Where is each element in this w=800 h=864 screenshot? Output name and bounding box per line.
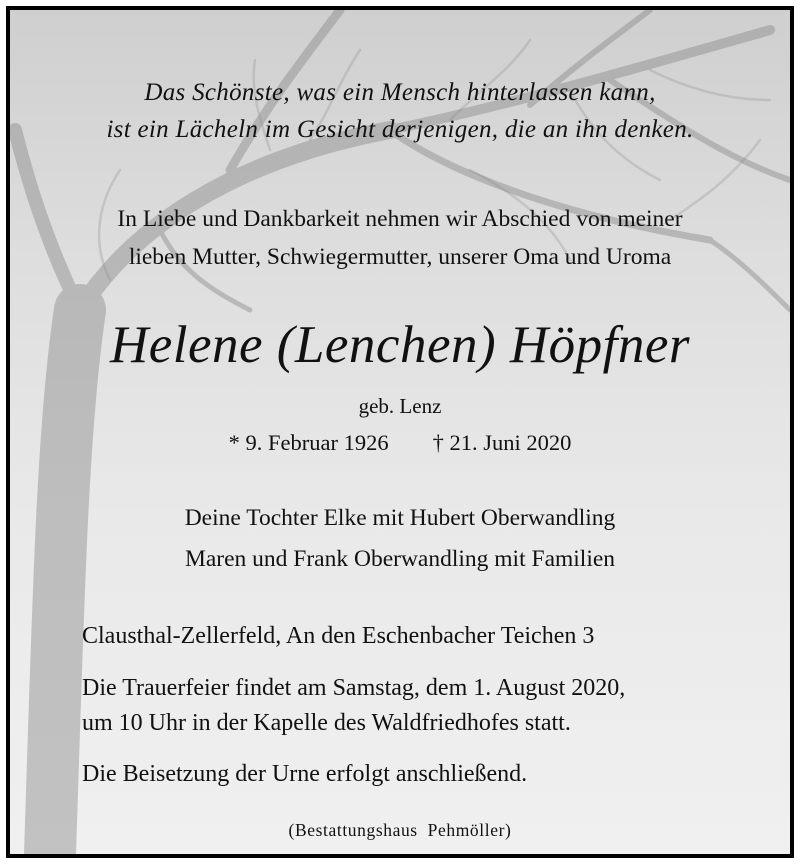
ceremony-line-1: Die Trauerfeier findet am Samstag, dem 1. August 2020, [82, 675, 626, 701]
address: Clausthal-Zellerfeld, An den Eschenbacher Teichen 3 [82, 623, 595, 649]
obituary-notice [6, 6, 794, 858]
quote-line-2: ist ein Lächeln im Gesicht derjenigen, die an ihn denken. [106, 116, 694, 143]
deceased-name: Helene (Lenchen) Höpfner [109, 316, 691, 374]
ceremony-line-2: um 10 Uhr in der Kapelle des Waldfriedhofes statt. [82, 710, 571, 736]
life-dates [10, 432, 790, 455]
burial-note: Die Beisetzung der Urne erfolgt anschließend. [82, 761, 528, 787]
undertaker: (Bestattungshaus Pehmöller) [288, 820, 512, 840]
family-line-1: Deine Tochter Elke mit Hubert Oberwandling [184, 505, 616, 531]
birth-date: * 9. Februar 1926 [228, 430, 389, 455]
quote-line-1: Das Schönste, was ein Mensch hinterlassen kann, [144, 79, 656, 106]
intro-line-1: In Liebe und Dankbarkeit nehmen wir Abschied von meiner [117, 206, 683, 232]
intro-line-2: lieben Mutter, Schwiegermutter, unserer Oma und Uroma [128, 244, 672, 270]
maiden-name: geb. Lenz [358, 394, 442, 418]
death-date: † 21. Juni 2020 [432, 430, 572, 455]
family-line-2: Maren und Frank Oberwandling mit Familien [184, 546, 616, 572]
